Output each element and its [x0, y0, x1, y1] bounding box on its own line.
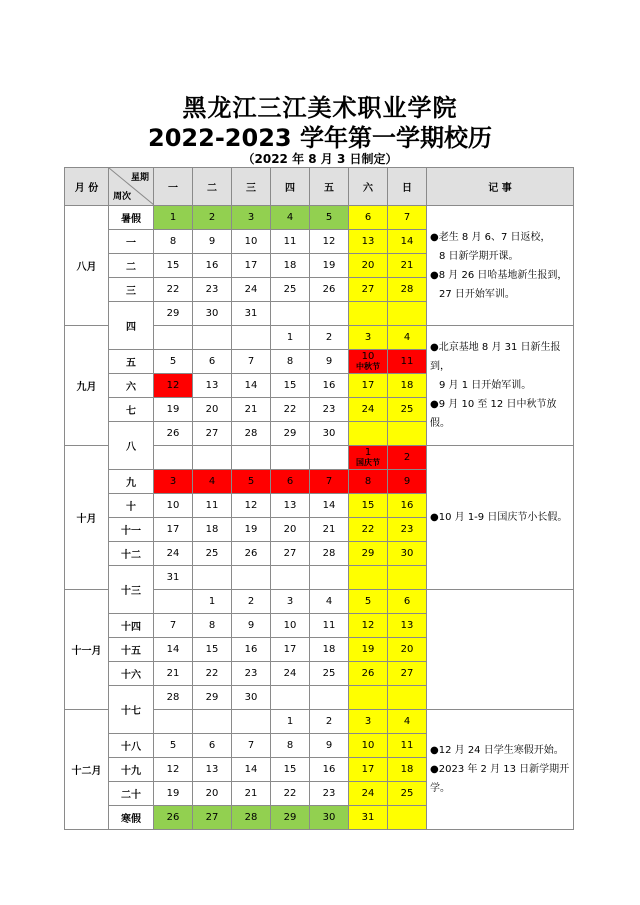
- date-cell: 12: [310, 230, 349, 254]
- date-cell: 10: [232, 230, 271, 254]
- date-cell: 26: [310, 278, 349, 302]
- date-cell: [271, 566, 310, 590]
- date-cell: [349, 422, 388, 446]
- date-cell: [154, 590, 193, 614]
- date-cell: 2: [193, 206, 232, 230]
- header-day: 四: [271, 168, 310, 206]
- date-cell: 28: [154, 686, 193, 710]
- date-cell: 18: [388, 758, 427, 782]
- header-day: 二: [193, 168, 232, 206]
- header-day: 五: [310, 168, 349, 206]
- date-cell: 3: [349, 326, 388, 350]
- date-cell: 1: [271, 326, 310, 350]
- date-cell: 20: [349, 254, 388, 278]
- header-day: 一: [154, 168, 193, 206]
- bullet-icon: [430, 745, 439, 756]
- date-cell: 19: [310, 254, 349, 278]
- date-cell: 26: [154, 422, 193, 446]
- date-cell: 13: [388, 614, 427, 638]
- date-cell: 14: [232, 758, 271, 782]
- date-cell: [349, 302, 388, 326]
- date-cell: 20: [271, 518, 310, 542]
- bullet-icon: [430, 512, 439, 523]
- date-cell: 3: [349, 710, 388, 734]
- date-cell: 28: [310, 542, 349, 566]
- date-cell: 25: [388, 782, 427, 806]
- date-cell: 19: [232, 518, 271, 542]
- date-cell: 5: [349, 590, 388, 614]
- week-cell: 八: [109, 422, 154, 470]
- date-cell: [388, 422, 427, 446]
- date-cell: 13: [193, 758, 232, 782]
- date-cell: 22: [193, 662, 232, 686]
- date-cell: 7: [154, 614, 193, 638]
- date-cell: 21: [310, 518, 349, 542]
- date-cell: 29: [271, 806, 310, 830]
- date-cell: 10: [349, 734, 388, 758]
- date-cell: [193, 446, 232, 470]
- date-cell: 23: [388, 518, 427, 542]
- week-cell: 二: [109, 254, 154, 278]
- date-cell: 17: [271, 638, 310, 662]
- date-cell: 30: [310, 806, 349, 830]
- date-cell: 28: [232, 806, 271, 830]
- date-cell: 2: [232, 590, 271, 614]
- date-cell: 21: [388, 254, 427, 278]
- date-cell: [154, 446, 193, 470]
- date-cell: [349, 686, 388, 710]
- date-cell: 20: [388, 638, 427, 662]
- table-row: [65, 206, 574, 230]
- date-cell: 26: [349, 662, 388, 686]
- date-cell: 6: [349, 206, 388, 230]
- date-cell: 1: [193, 590, 232, 614]
- date-cell: 17: [349, 758, 388, 782]
- header-day: 六: [349, 168, 388, 206]
- notes-november: [427, 590, 574, 710]
- bullet-icon: [430, 232, 439, 243]
- date-cell: 5: [154, 350, 193, 374]
- date-cell: 9: [310, 350, 349, 374]
- week-cell: 一: [109, 230, 154, 254]
- week-cell: 十八: [109, 734, 154, 758]
- date-cell: 20: [193, 398, 232, 422]
- date-cell: 8: [271, 350, 310, 374]
- date-cell: [349, 566, 388, 590]
- date-cell: 1: [154, 206, 193, 230]
- notes-october: ● 10 月 1-9 日国庆节小长假。: [427, 446, 574, 590]
- date-cell: 5: [154, 734, 193, 758]
- date-cell: 19: [154, 782, 193, 806]
- date-cell: [310, 686, 349, 710]
- date-cell: 11: [310, 614, 349, 638]
- week-cell: 三: [109, 278, 154, 302]
- week-cell: 十五: [109, 638, 154, 662]
- week-cell: 十九: [109, 758, 154, 782]
- date-cell: 9: [193, 230, 232, 254]
- week-cell: 十一: [109, 518, 154, 542]
- week-cell: 十二: [109, 542, 154, 566]
- date-cell: 28: [388, 278, 427, 302]
- date-cell: 5: [310, 206, 349, 230]
- date-cell: 27: [388, 662, 427, 686]
- date-cell: 29: [154, 302, 193, 326]
- date-cell: [193, 326, 232, 350]
- date-cell: 9: [310, 734, 349, 758]
- date-cell: 26: [232, 542, 271, 566]
- date-cell: 19: [154, 398, 193, 422]
- date-cell: 10: [154, 494, 193, 518]
- mid-autumn-label: 中秋节: [356, 362, 380, 371]
- week-cell: 暑假: [109, 206, 154, 230]
- week-cell: 二十: [109, 782, 154, 806]
- header-row: [65, 168, 574, 206]
- date-cell: 7: [232, 350, 271, 374]
- date-cell: [271, 302, 310, 326]
- date-cell: 16: [388, 494, 427, 518]
- date-cell: 20: [193, 782, 232, 806]
- date-cell: 31: [349, 806, 388, 830]
- date-cell: 29: [271, 422, 310, 446]
- date-cell: 8: [193, 614, 232, 638]
- bullet-icon: [430, 399, 439, 410]
- holiday-date-cell: 6: [271, 470, 310, 494]
- holiday-date-cell: 3: [154, 470, 193, 494]
- date-cell: 6: [193, 734, 232, 758]
- date-cell: 7: [232, 734, 271, 758]
- date-cell: [193, 710, 232, 734]
- date-cell: 27: [193, 422, 232, 446]
- holiday-date-cell: 2: [388, 446, 427, 470]
- date-cell: 27: [271, 542, 310, 566]
- date-cell: 3: [232, 206, 271, 230]
- date-cell: 23: [232, 662, 271, 686]
- date-cell: 14: [310, 494, 349, 518]
- header-notes: 记 事: [427, 168, 574, 206]
- date-cell: 23: [310, 398, 349, 422]
- date-cell: 15: [271, 374, 310, 398]
- term-title: 2022-2023 学年第一学期校历: [148, 124, 492, 152]
- date-cell: 30: [193, 302, 232, 326]
- date-cell: 29: [349, 542, 388, 566]
- date-cell: 28: [232, 422, 271, 446]
- date-cell: 18: [310, 638, 349, 662]
- date-cell: 16: [193, 254, 232, 278]
- date-cell: 8: [154, 230, 193, 254]
- date-cell: 18: [193, 518, 232, 542]
- date-cell: [232, 446, 271, 470]
- date-cell: [271, 446, 310, 470]
- month-september: 九月: [65, 326, 109, 446]
- date-cell: [232, 566, 271, 590]
- week-cell: 五: [109, 350, 154, 374]
- date-cell: [154, 710, 193, 734]
- date-cell: 31: [232, 302, 271, 326]
- date-cell: 11: [193, 494, 232, 518]
- holiday-date-cell: 8: [349, 470, 388, 494]
- holiday-date-cell: 10 中秋节: [349, 350, 388, 374]
- date-cell: 18: [271, 254, 310, 278]
- date-cell: 12: [154, 758, 193, 782]
- date-cell: 17: [232, 254, 271, 278]
- date-cell: 9: [232, 614, 271, 638]
- week-cell: 十: [109, 494, 154, 518]
- date-cell: 30: [388, 542, 427, 566]
- date-cell: 24: [349, 398, 388, 422]
- week-cell: 四: [109, 302, 154, 350]
- date-cell: [232, 326, 271, 350]
- date-cell: 19: [349, 638, 388, 662]
- date-cell: 31: [154, 566, 193, 590]
- date-cell: 30: [310, 422, 349, 446]
- week-cell: 十四: [109, 614, 154, 638]
- date-cell: 29: [193, 686, 232, 710]
- date-cell: [310, 446, 349, 470]
- date-cell: 14: [232, 374, 271, 398]
- month-october: 十月: [65, 446, 109, 590]
- date-cell: 2: [310, 326, 349, 350]
- date-cell: [232, 710, 271, 734]
- date-cell: 22: [271, 782, 310, 806]
- month-november: 十一月: [65, 590, 109, 710]
- notes-september: ● 北京基地 8 月 31 日新生报到， 9 月 1 日开始军训。 ● 9 月 10 至 12 日中秋节放假。: [427, 326, 574, 446]
- date-cell: 11: [271, 230, 310, 254]
- date-cell: 14: [388, 230, 427, 254]
- date-cell: 13: [271, 494, 310, 518]
- bullet-icon: [430, 270, 439, 281]
- date-cell: 13: [349, 230, 388, 254]
- header-day: 日: [388, 168, 427, 206]
- bullet-icon: [430, 764, 439, 775]
- date-cell: 22: [349, 518, 388, 542]
- date-cell: 2: [310, 710, 349, 734]
- date-cell: [310, 302, 349, 326]
- date-cell: 26: [154, 806, 193, 830]
- holiday-date-cell: 1 国庆节: [349, 446, 388, 470]
- date-cell: 16: [232, 638, 271, 662]
- date-cell: 21: [232, 782, 271, 806]
- date-cell: 18: [388, 374, 427, 398]
- date-cell: 16: [310, 374, 349, 398]
- date-cell: [388, 302, 427, 326]
- date-cell: 24: [232, 278, 271, 302]
- date-cell: 12: [232, 494, 271, 518]
- school-title: 黑龙江三江美术职业学院: [182, 94, 458, 122]
- week-cell: 七: [109, 398, 154, 422]
- month-august: 八月: [65, 206, 109, 326]
- date-cell: 14: [154, 638, 193, 662]
- date-cell: 4: [388, 326, 427, 350]
- date-cell: 24: [154, 542, 193, 566]
- date-cell: 17: [349, 374, 388, 398]
- holiday-date-cell: 9: [388, 470, 427, 494]
- date-cell: 3: [271, 590, 310, 614]
- date-cell: 1: [271, 710, 310, 734]
- header-weekday-label: 星期: [130, 173, 149, 183]
- bullet-icon: [430, 342, 439, 353]
- date-cell: 4: [388, 710, 427, 734]
- week-cell: 十七: [109, 686, 154, 734]
- week-cell: 九: [109, 470, 154, 494]
- date-cell: [388, 566, 427, 590]
- date-cell: [193, 566, 232, 590]
- date-cell: [154, 326, 193, 350]
- date-cell: 22: [271, 398, 310, 422]
- holiday-date-cell: 11: [388, 350, 427, 374]
- date-cell: 10: [271, 614, 310, 638]
- holiday-date-cell: 4: [193, 470, 232, 494]
- week-cell: 寒假: [109, 806, 154, 830]
- date-cell: 21: [154, 662, 193, 686]
- holiday-date-cell: 5: [232, 470, 271, 494]
- date-cell: 24: [349, 782, 388, 806]
- week-cell: 十三: [109, 566, 154, 614]
- date-cell: 15: [349, 494, 388, 518]
- date-cell: 8: [271, 734, 310, 758]
- date-cell: 4: [310, 590, 349, 614]
- date-cell: 15: [193, 638, 232, 662]
- date-cell: 7: [388, 206, 427, 230]
- national-day-label: 国庆节: [356, 458, 380, 467]
- month-december: 十二月: [65, 710, 109, 830]
- date-cell: 24: [271, 662, 310, 686]
- week-cell: 十六: [109, 662, 154, 686]
- date-cell: 11: [388, 734, 427, 758]
- notes-december: ● 12 月 24 日学生寒假开始。 ● 2023 年 2 月 13 日新学期开学。: [427, 710, 574, 830]
- week-cell: 六: [109, 374, 154, 398]
- header-day: 三: [232, 168, 271, 206]
- date-cell: 6: [388, 590, 427, 614]
- notes-august: ● 老生 8 月 6、7 日返校， 8 日新学期开课。 ● 8 月 26 日哈基地新生报到， 27 日开始军训。: [427, 206, 574, 326]
- date-cell: 30: [232, 686, 271, 710]
- date-cell: 22: [154, 278, 193, 302]
- date-cell: 17: [154, 518, 193, 542]
- date-cell: 27: [193, 806, 232, 830]
- date-cell: 15: [271, 758, 310, 782]
- date-cell: 12: [349, 614, 388, 638]
- holiday-date-cell: 12: [154, 374, 193, 398]
- date-cell: [388, 806, 427, 830]
- date-cell: 23: [310, 782, 349, 806]
- date-cell: 25: [271, 278, 310, 302]
- date-cell: 15: [154, 254, 193, 278]
- header-month: 月 份: [65, 168, 109, 206]
- date-cell: 27: [349, 278, 388, 302]
- date-cell: 13: [193, 374, 232, 398]
- date-cell: [271, 686, 310, 710]
- date-cell: 25: [310, 662, 349, 686]
- school-calendar-table: [64, 167, 574, 830]
- made-date: （2022 年 8 月 3 日制定）: [242, 152, 398, 166]
- header-week-label: 周次: [113, 192, 132, 202]
- date-cell: 6: [193, 350, 232, 374]
- date-cell: 16: [310, 758, 349, 782]
- header-week-diagonal: [109, 168, 154, 206]
- date-cell: 25: [388, 398, 427, 422]
- date-cell: 21: [232, 398, 271, 422]
- date-cell: 25: [193, 542, 232, 566]
- holiday-date-cell: 7: [310, 470, 349, 494]
- date-cell: 23: [193, 278, 232, 302]
- date-cell: 4: [271, 206, 310, 230]
- date-cell: [310, 566, 349, 590]
- date-cell: [388, 686, 427, 710]
